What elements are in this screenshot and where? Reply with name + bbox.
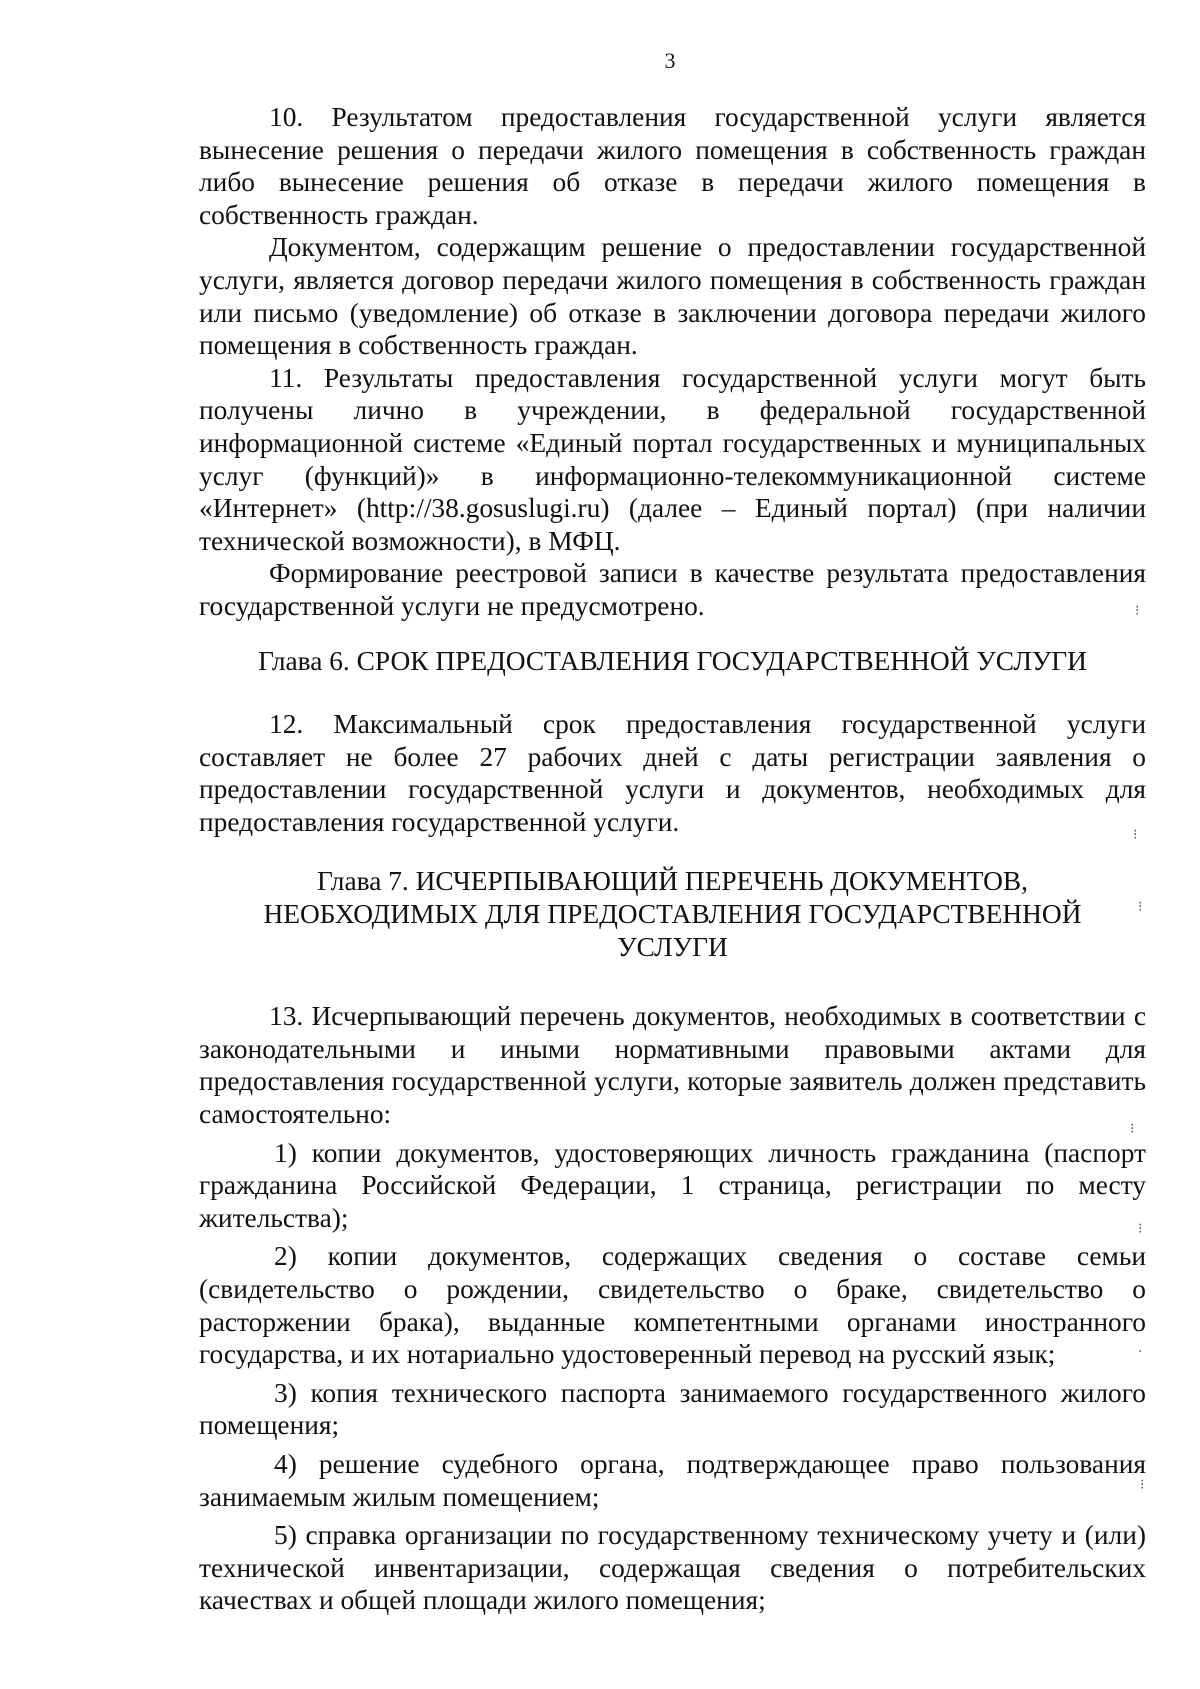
list-item: 3) копия технического паспорта занимаемого государственного жилого помещения; [199,1377,1146,1441]
scan-speck: ⁝ [1130,1121,1135,1137]
chapter-7-heading-line-1: Глава 7. ИСЧЕРПЫВАЮЩИЙ ПЕРЕЧЕНЬ ДОКУМЕНТОВ, [317,866,1028,897]
paragraph-13: 13. Исчерпывающий перечень документов, необходимых в соответствии с законодательными и иными нормативными правовыми актами для предоставления государственной услуги, которые заявитель должен представить самостоятельно: [199,1001,1146,1130]
scan-speck: ⁝ [1140,1477,1145,1493]
page-number: 3 [664,48,676,73]
scan-speck: ⁝ [1135,603,1140,619]
scan-speck: ⁝ [1133,827,1138,843]
scan-speck: ⁝ [1138,899,1143,915]
list-item: 1) копии документов, удостоверяющих личность гражданина (паспорт гражданина Российской Федерации, 1 страница, регистрации по месту жительства); [199,1137,1146,1233]
scan-speck: · [1138,1344,1143,1360]
chapter-7-heading-line-3: УСЛУГИ [617,931,728,962]
documents-list [199,1137,1146,1617]
paragraph-result-document: Документом, содержащим решение о предоставлении государственной услуги, является договор передачи жилого помещения в собственность граждан или письмо (уведомление) об отказе в заключении договора передачи жилого помещения в собственность граждан. [199,232,1146,361]
chapter-7-heading-line-2: НЕОБХОДИМЫХ ДЛЯ ПРЕДОСТАВЛЕНИЯ ГОСУДАРСТВЕННОЙ [263,899,1082,930]
paragraph-12: 12. Максимальный срок предоставления государственной услуги составляет не более 27 рабочих дней с даты регистрации заявления о предоставлении государственной услуги и документов, необходимых для предоставления государственной услуги. [199,709,1146,837]
paragraph-registry-record: Формирование реестровой записи в качестве результата предоставления государственной услуги не предусмотрено. [199,558,1146,621]
list-item: 5) справка организации по государственному техническому учету и (или) технической инвентаризации, содержащая сведения о потребительских качествах и общей площади жилого помещения; [199,1520,1146,1616]
chapter-6-heading: Глава 6. СРОК ПРЕДОСТАВЛЕНИЯ ГОСУДАРСТВЕННОЙ УСЛУГИ [258,645,1087,676]
list-item: 4) решение судебного органа, подтверждающее право пользования занимаемым жилым помещением; [199,1448,1146,1512]
list-item: 2) копии документов, содержащих сведения о составе семьи (свидетельство о рождении, свидетельство о браке, свидетельство о расторжении брака), выданные компетентными органами иностранного государства, и их нотариально удостоверенный перевод на русский язык; [199,1241,1146,1370]
paragraph-11: 11. Результаты предоставления государственной услуги могут быть получены лично в учреждении, в федеральной государственной информационной системе «Единый портал государственных и муниципальных услуг (функций)» в информационно-телекоммуникационной системе «Интернет» (http://38.gosuslugi.ru) (далее – Единый портал) (при наличии технической возможности), в МФЦ. [199,362,1146,556]
scan-speck: ⁝ [1138,1221,1143,1237]
document-body [199,101,1146,1617]
chapter-7-heading [199,865,1146,963]
paragraph-10: 10. Результатом предоставления государственной услуги является вынесение решения о передачи жилого помещения в собственность граждан либо вынесение решения об отказе в передачи жилого помещения в собственность граждан. [199,102,1146,230]
